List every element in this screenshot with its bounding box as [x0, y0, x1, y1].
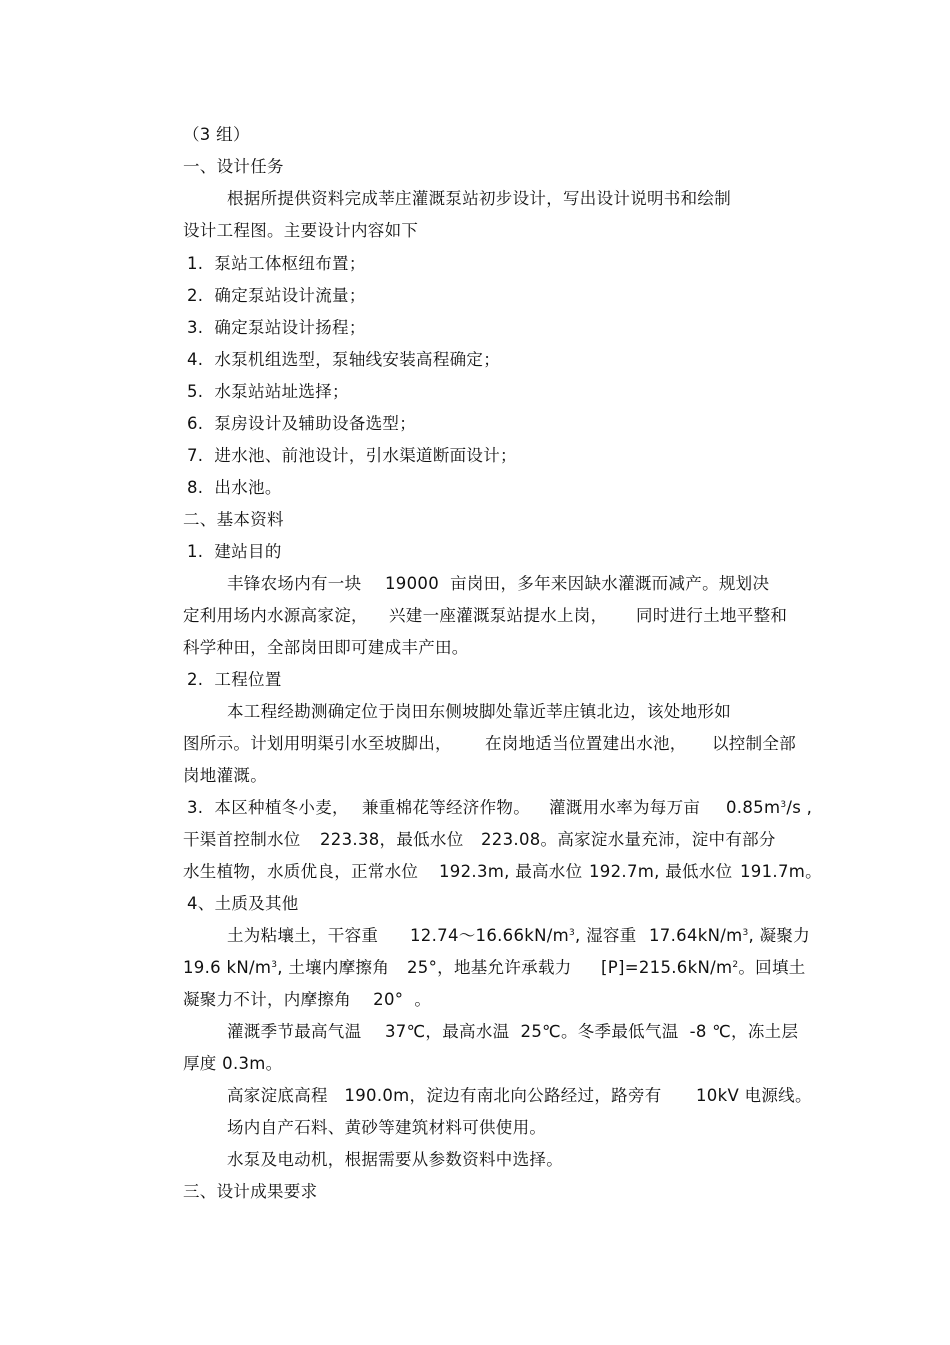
paragraph-fragment: [410, 925, 637, 947]
text-fragment: , 湿容重: [575, 926, 637, 945]
paragraph-line: 科学种田，全部岗田即可建成丰产田。: [183, 638, 469, 657]
list-item: 4. 水泵机组选型，泵轴线安装高程确定；: [187, 350, 501, 369]
list-item: 5. 水泵站站址选择；: [187, 382, 349, 401]
paragraph-fragment: 丰锋农场内有一块: [227, 574, 362, 593]
paragraph-fragment: 192.3m, 最高水位: [439, 862, 583, 881]
paragraph-fragment: 定利用场内水源高家淀，: [183, 606, 368, 625]
section-heading-3: 三、设计成果要求: [183, 1182, 318, 1201]
paragraph-fragment: 在岗地适当位置建出水池，: [485, 734, 687, 753]
dry-density-value: 12.74～16.66kN/m: [410, 926, 570, 945]
superscript: 3: [271, 960, 278, 970]
paragraph-line: 岗地灌溉。: [183, 766, 267, 785]
paragraph-fragment: [726, 797, 812, 819]
paragraph-fragment: 同时进行土地平整和: [636, 606, 788, 625]
paragraph-fragment: 灌溉用水率为每万亩: [549, 798, 701, 817]
list-item: 1. 泵站工体枢纽布置；: [187, 254, 366, 273]
group-label: （3 组）: [183, 125, 250, 144]
text-fragment: 。回填土: [738, 958, 806, 977]
paragraph-line: 凝聚力不计，内摩擦角 20° 。: [183, 990, 432, 1009]
subsection-heading: 4、土质及其他: [187, 894, 299, 913]
paragraph-fragment: 水生植物，水质优良，正常水位: [183, 862, 419, 881]
superscript: 2: [732, 960, 739, 970]
list-item: 2. 确定泵站设计流量；: [187, 286, 366, 305]
list-item: 3. 确定泵站设计扬程；: [187, 318, 366, 337]
paragraph-fragment: 25°，地基允许承载力: [407, 958, 572, 977]
paragraph-fragment: 兼重棉花等经济作物。: [362, 798, 530, 817]
list-item: 8. 出水池。: [187, 478, 282, 497]
paragraph-fragment: [649, 925, 810, 947]
paragraph-line: 根据所提供资料完成莘庄灌溉泵站初步设计，写出设计说明书和绘制: [227, 189, 731, 208]
paragraph-fragment: [183, 957, 389, 979]
paragraph-fragment: 图所示。计划用明渠引水至坡脚出，: [183, 734, 452, 753]
paragraph-fragment: 土为粘壤土，干容重: [227, 926, 379, 945]
paragraph-fragment: 干渠首控制水位: [183, 830, 301, 849]
list-item: 7. 进水池、前池设计，引水渠道断面设计；: [187, 446, 517, 465]
paragraph-line: 厚度 0.3m。: [183, 1054, 283, 1073]
paragraph-fragment: 10kV 电源线。: [696, 1086, 812, 1105]
paragraph-fragment: 19000 亩岗田，多年来因缺水灌溉而减产。规划决: [385, 574, 770, 593]
subsection-heading: 1. 建站目的: [187, 542, 282, 561]
paragraph-fragment: 兴建一座灌溉泵站提水上岗，: [389, 606, 608, 625]
section-heading-2: 二、基本资料: [183, 510, 284, 529]
bearing-capacity-value: [P]=215.6kN/m: [601, 958, 733, 977]
flow-rate-value: 0.85m: [726, 798, 781, 817]
paragraph-fragment: [601, 957, 806, 979]
wet-density-value: 17.64kN/m: [649, 926, 743, 945]
section-heading-1: 一、设计任务: [183, 157, 284, 176]
paragraph-fragment: 37℃，最高水温 25℃。冬季最低气温 -8 ℃，冻土层: [385, 1022, 799, 1041]
paragraph-fragment: 3. 本区种植冬小麦，: [187, 798, 349, 817]
superscript: 3: [569, 928, 576, 938]
text-fragment: , 土壤内摩擦角: [277, 958, 390, 977]
paragraph-line: 设计工程图。主要设计内容如下: [183, 221, 419, 240]
subsection-heading: 2. 工程位置: [187, 670, 282, 689]
paragraph-line: 本工程经勘测确定位于岗田东侧坡脚处靠近莘庄镇北边，该处地形如: [227, 702, 731, 721]
paragraph-fragment: 191.7m。: [740, 862, 822, 881]
paragraph-fragment: 以控制全部: [712, 734, 796, 753]
paragraph-fragment: 高家淀底高程 190.0m，淀边有南北向公路经过，路旁有: [227, 1086, 662, 1105]
paragraph-line: 场内自产石料、黄砂等建筑材料可供使用。: [227, 1118, 547, 1137]
list-item: 6. 泵房设计及辅助设备选型；: [187, 414, 417, 433]
flow-rate-unit: /s ,: [786, 798, 813, 817]
paragraph-fragment: 192.7m, 最低水位: [589, 862, 733, 881]
paragraph-line: 水泵及电动机，根据需要从参数资料中选择。: [227, 1150, 563, 1169]
paragraph-fragment: 223.08。高家淀水量充沛，淀中有部分: [481, 830, 776, 849]
text-fragment: , 凝聚力: [748, 926, 810, 945]
superscript: 3: [780, 800, 787, 810]
cohesion-value: 19.6 kN/m: [183, 958, 272, 977]
paragraph-fragment: 灌溉季节最高气温: [227, 1022, 362, 1041]
superscript: 3: [742, 928, 749, 938]
paragraph-fragment: 223.38，最低水位: [320, 830, 464, 849]
